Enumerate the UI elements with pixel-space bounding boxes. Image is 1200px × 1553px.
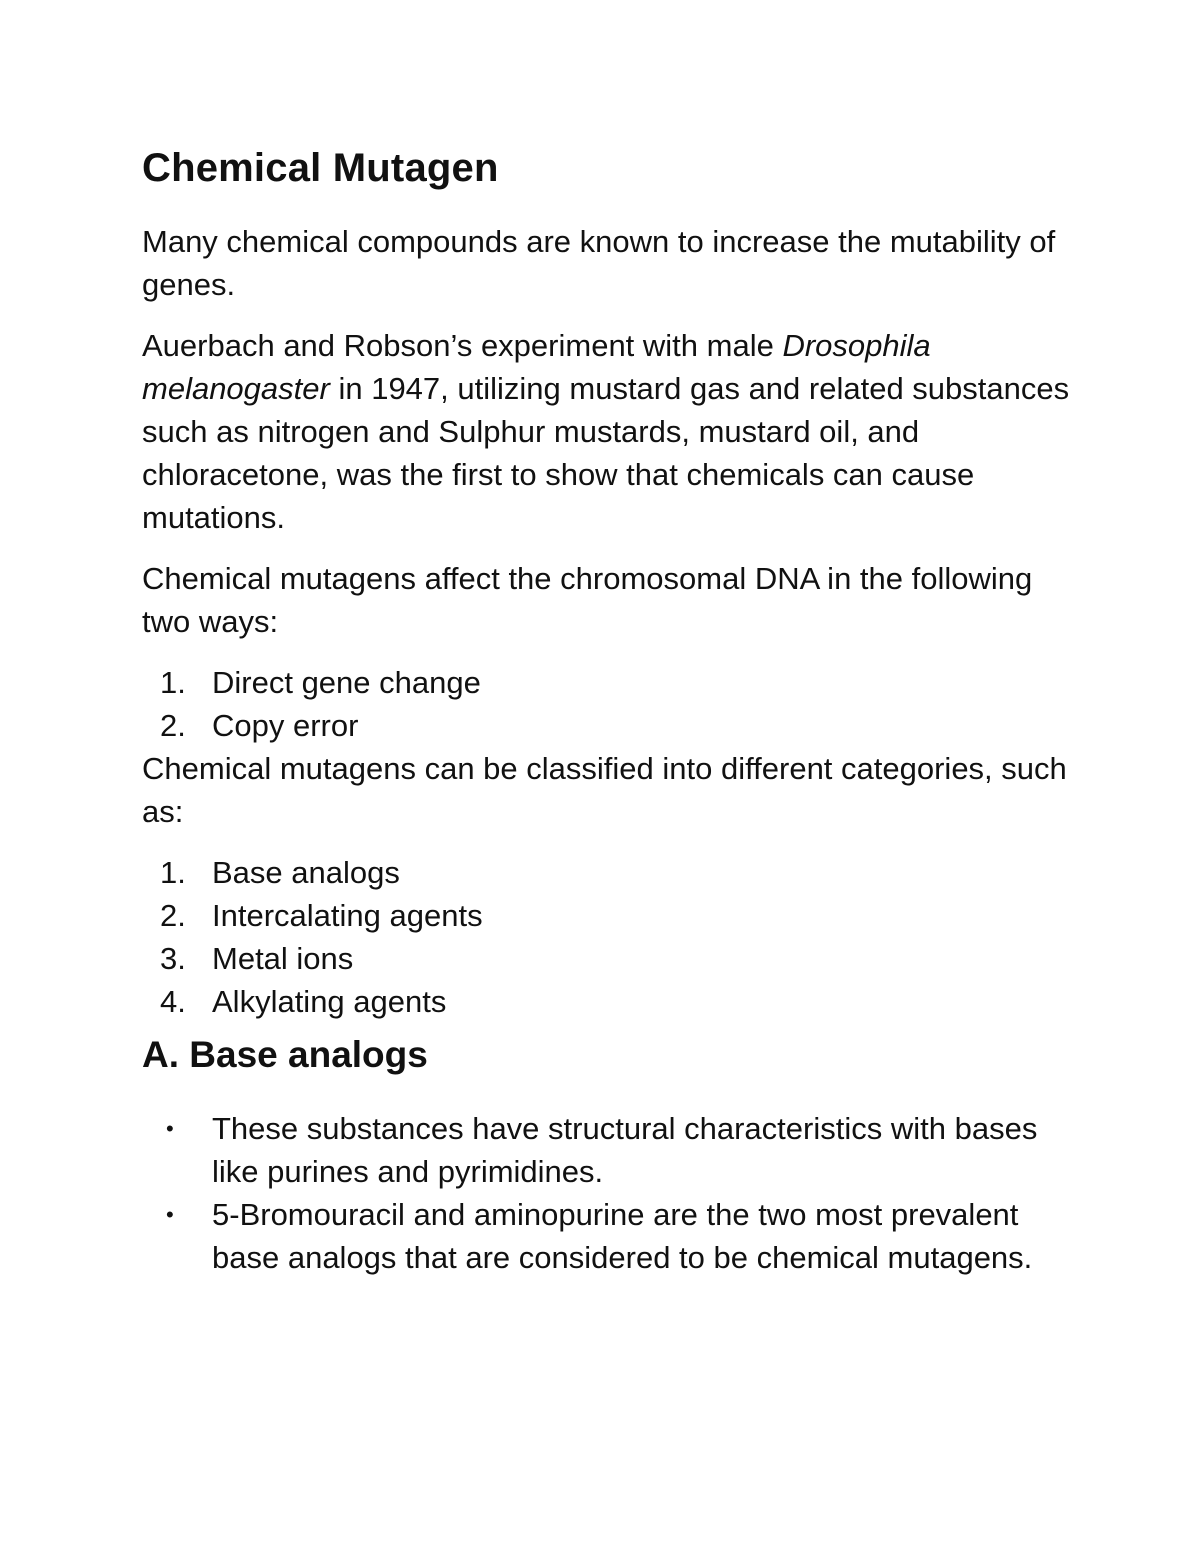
section-heading-base-analogs: A. Base analogs: [142, 1034, 428, 1075]
list-item: [142, 851, 1082, 894]
intro-paragraph: Many chemical compounds are known to increase the mutability of genes.: [142, 224, 1056, 302]
list-number: 1.: [160, 855, 186, 890]
list-number: 2.: [160, 708, 186, 743]
list-item-text: Alkylating agents: [212, 984, 447, 1019]
list-item-text: Intercalating agents: [212, 898, 483, 933]
list-number: 1.: [160, 665, 186, 700]
list-item: [142, 937, 1082, 980]
list-number: 3.: [160, 941, 186, 976]
list-number: 2.: [160, 898, 186, 933]
experiment-text-post: in 1947, utilizing mustard gas and related substances such as nitrogen and Sulphur mustards, mustard oil, and chloracetone, was the first to show that chemicals can cause mutations.: [142, 371, 1070, 535]
list-item: [142, 661, 1082, 704]
list-item-text: Direct gene change: [212, 665, 481, 700]
page-title: Chemical Mutagen: [142, 146, 499, 190]
categories-intro-paragraph: Chemical mutagens can be classified into different categories, such as:: [142, 751, 1067, 829]
base-analogs-bullet-list: [142, 1107, 1082, 1279]
bullet-icon: •: [166, 1116, 174, 1141]
ways-list: [142, 661, 1082, 747]
experiment-paragraph: [142, 324, 1082, 539]
categories-list: [142, 851, 1082, 1023]
list-item: [142, 980, 1082, 1023]
document-page: [142, 140, 1082, 1279]
list-item-text: 5-Bromouracil and aminopurine are the two most prevalent base analogs that are considered to be chemical mutagens.: [212, 1197, 1033, 1275]
list-item-text: These substances have structural characteristics with bases like purines and pyrimidines.: [212, 1111, 1038, 1189]
list-item-text: Metal ions: [212, 941, 354, 976]
list-item-text: Base analogs: [212, 855, 400, 890]
experiment-text-pre: Auerbach and Robson’s experiment with male: [142, 328, 783, 363]
bullet-icon: •: [166, 1202, 174, 1227]
list-item: [142, 1107, 1082, 1193]
ways-intro-paragraph: Chemical mutagens affect the chromosomal DNA in the following two ways:: [142, 561, 1033, 639]
list-item: [142, 1193, 1082, 1279]
list-number: 4.: [160, 984, 186, 1019]
species-name: Drosophila melanogaster: [142, 328, 931, 406]
list-item: [142, 704, 1082, 747]
list-item-text: Copy error: [212, 708, 359, 743]
list-item: [142, 894, 1082, 937]
